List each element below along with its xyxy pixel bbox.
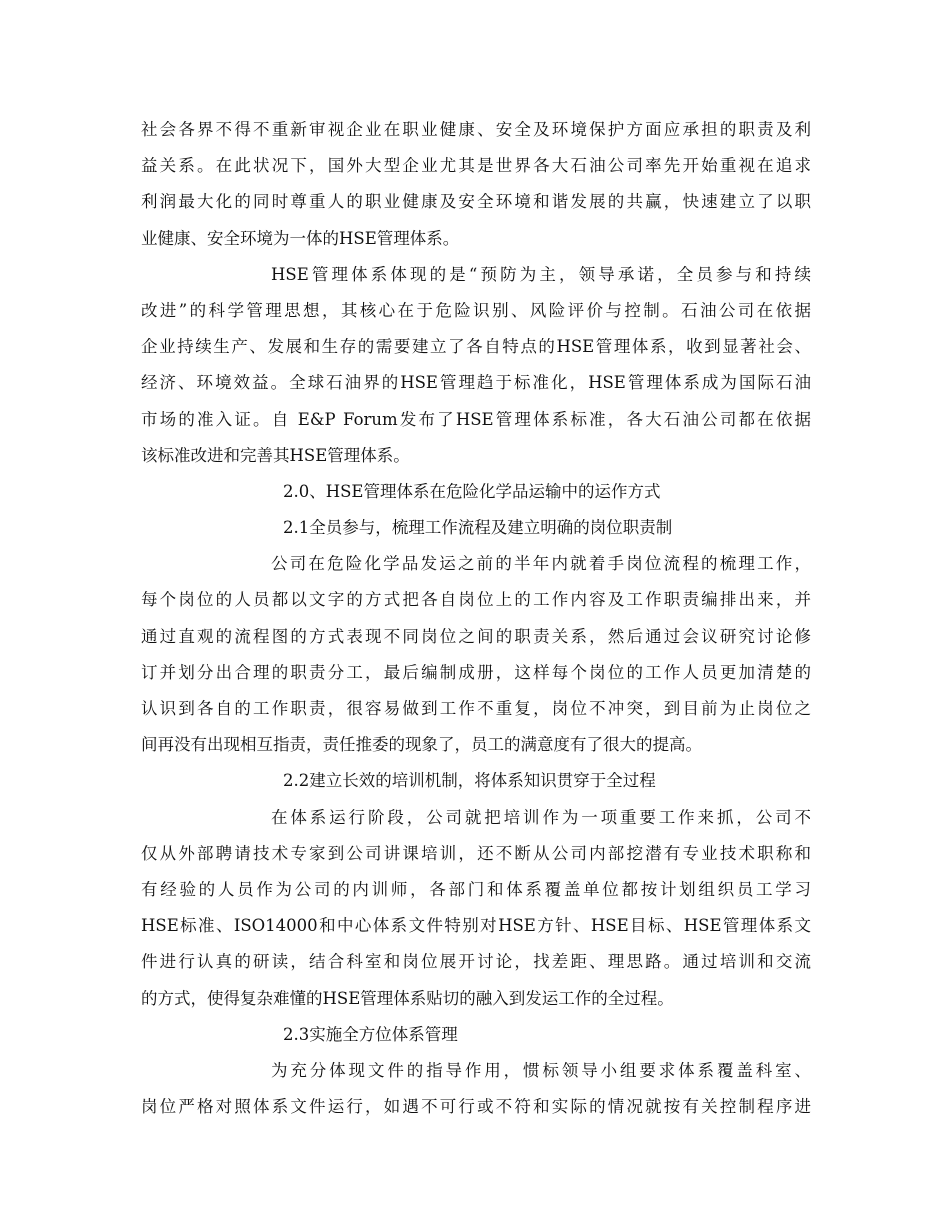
paragraph-first-line: 公司在危险化学品发运之前的半年内就着手岗位流程的梳理工作， — [271, 554, 811, 574]
subsection-heading: 2.3实施全方位体系管理 — [283, 1024, 458, 1044]
text-line: 利润最大化的同时尊重人的职业健康及安全环境和谐发展的共赢，快速建立了以职 — [141, 192, 811, 212]
text-line: 经济、环境效益。全球石油界的HSE管理趋于标准化，HSE管理体系成为国际石油 — [141, 373, 811, 393]
text-line: 订并划分出合理的职责分工，最后编制成册，这样每个岗位的工作人员更加清楚的 — [141, 662, 811, 682]
text-line: 市场的准入证。自 E&P Forum发布了HSE管理体系标准，各大石油公司都在依据 — [141, 409, 811, 429]
text-line: 每个岗位的人员都以文字的方式把各自岗位上的工作内容及工作职责编排出来，并 — [141, 590, 811, 610]
subsection-heading: 2.2建立长效的培训机制，将体系知识贯穿于全过程 — [283, 771, 656, 791]
text-line: 件进行认真的研读，结合科室和岗位展开讨论，找差距、理思路。通过培训和交流 — [141, 952, 811, 972]
text-line: 通过直观的流程图的方式表现不同岗位之间的职责关系，然后通过会议研究讨论修 — [141, 626, 811, 646]
paragraph-first-line: HSE管理体系体现的是“预防为主，领导承诺，全员参与和持续 — [271, 264, 811, 284]
text-line: 该标准改进和完善其HSE管理体系。 — [141, 445, 410, 465]
text-line: 的方式，使得复杂难懂的HSE管理体系贴切的融入到发运工作的全过程。 — [141, 988, 674, 1008]
text-line: 有经验的人员作为公司的内训师，各部门和体系覆盖单位都按计划组织员工学习 — [141, 879, 811, 899]
subsection-heading: 2.1全员参与，梳理工作流程及建立明确的岗位职责制 — [283, 518, 673, 538]
paragraph-first-line: 在体系运行阶段，公司就把培训作为一项重要工作来抓，公司不 — [271, 807, 811, 827]
text-line: 社会各界不得不重新审视企业在职业健康、安全及环境保护方面应承担的职责及利 — [141, 120, 811, 139]
text-line: 改进”的科学管理思想，其核心在于危险识别、风险评价与控制。石油公司在依据 — [141, 300, 811, 320]
document-body — [141, 112, 811, 1125]
text-line: 岗位严格对照体系文件运行，如遇不可行或不符和实际的情况就按有关控制程序进 — [141, 1097, 811, 1117]
text-line: 益关系。在此状况下，国外大型企业尤其是世界各大石油公司率先开始重视在追求 — [141, 156, 811, 176]
text-line: 企业持续生产、发展和生存的需要建立了各自特点的HSE管理体系，收到显著社会、 — [141, 337, 811, 357]
text-line: 间再没有出现相互指责，责任推委的现象了，员工的满意度有了很大的提高。 — [141, 735, 702, 755]
paragraph-first-line: 为充分体现文件的指导作用，惯标领导小组要求体系覆盖科室、 — [271, 1060, 811, 1080]
text-line: 认识到各自的工作职责，很容易做到工作不重复，岗位不冲突，到目前为止岗位之 — [141, 699, 811, 718]
text-line: 业健康、安全环境为一体的HSE管理体系。 — [141, 228, 460, 248]
section-heading: 2.0、HSE管理体系在危险化学品运输中的运作方式 — [283, 481, 661, 501]
text-line: HSE标准、ISO14000和中心体系文件特别对HSE方针、HSE目标、HSE管理体系文 — [141, 916, 811, 936]
text-line: 仅从外部聘请技术专家到公司讲课培训，还不断从公司内部挖潜有专业技术职称和 — [141, 843, 811, 863]
